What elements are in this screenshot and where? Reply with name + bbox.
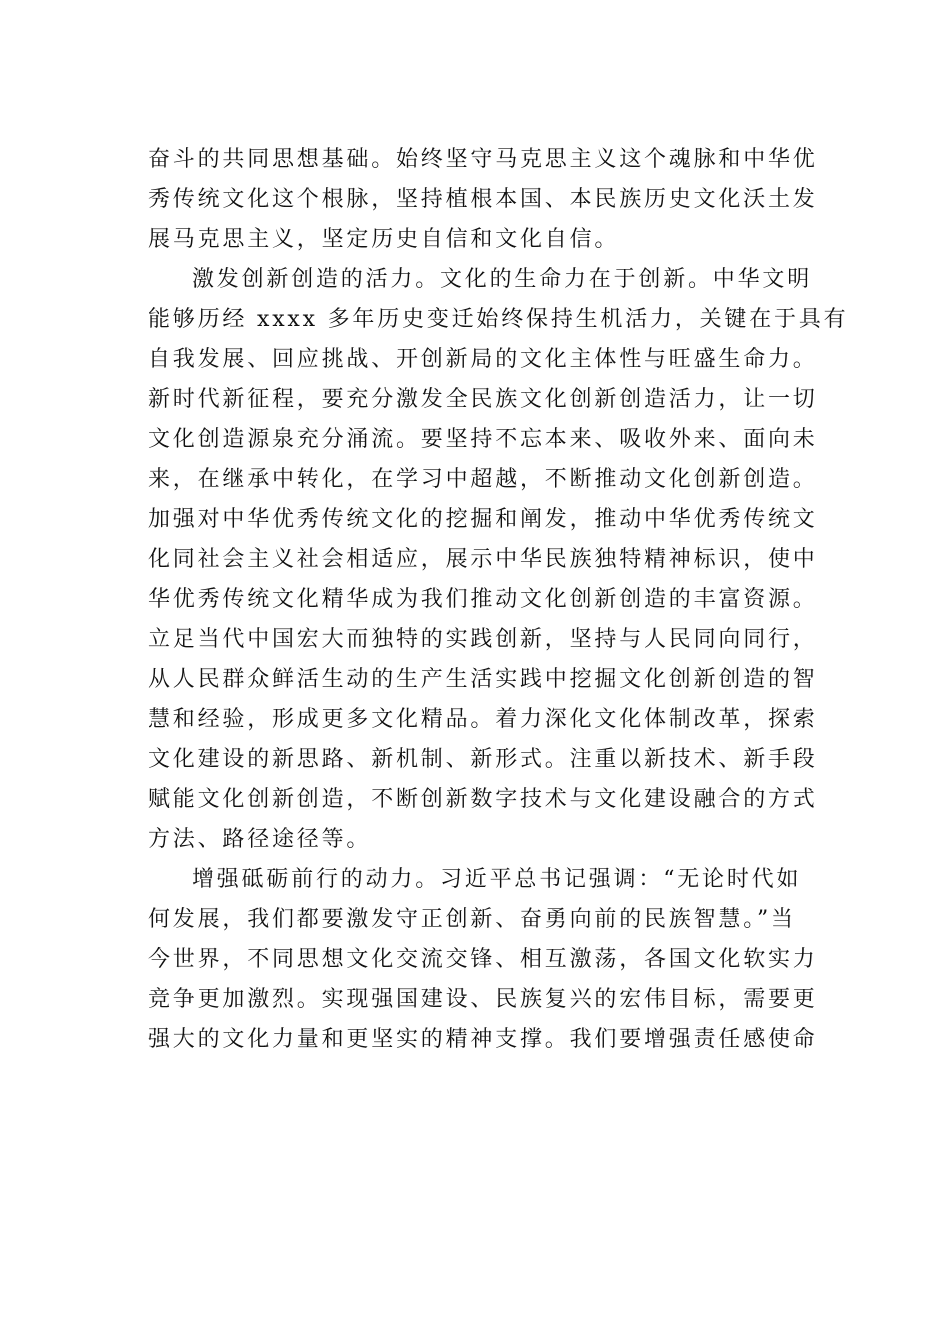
text-line: 方法、路径途径等。 — [148, 827, 372, 852]
text-line: 激发创新创造的活力。文化的生命力在于创新。中华文明 — [192, 267, 813, 292]
text-line: 强大的文化力量和更坚实的精神支撑。我们要增强责任感使命 — [148, 1027, 818, 1052]
text-line: 今世界，不同思想文化交流交锋、相互激荡，各国文化软实力 — [148, 947, 818, 972]
paragraph-1 — [148, 140, 828, 260]
text-line: 增强砥砺前行的动力。习近平总书记强调：“无论时代如 — [192, 867, 802, 892]
text-line: 立足当代中国宏大而独特的实践创新，坚持与人民同向同行， — [148, 627, 818, 652]
text-line: 能够历经 xxxx 多年历史变迁始终保持生机活力，关键在于具有 — [148, 307, 849, 332]
text-line: 加强对中华优秀传统文化的挖掘和阐发，推动中华优秀传统文 — [148, 507, 818, 532]
text-line: 秀传统文化这个根脉，坚持植根本国、本民族历史文化沃土发 — [148, 187, 818, 212]
text-line: 自我发展、回应挑战、开创新局的文化主体性与旺盛生命力。 — [148, 347, 818, 372]
text-line: 竞争更加激烈。实现强国建设、民族复兴的宏伟目标，需要更 — [148, 987, 818, 1012]
document-body — [148, 140, 849, 1060]
text-line: 新时代新征程，要充分激发全民族文化创新创造活力，让一切 — [148, 387, 818, 412]
text-line: 华优秀传统文化精华成为我们推动文化创新创造的丰富资源。 — [148, 587, 818, 612]
text-line: 从人民群众鲜活生动的生产生活实践中挖掘文化创新创造的智 — [148, 667, 818, 692]
text-line: 何发展，我们都要激发守正创新、奋勇向前的民族智慧。”当 — [148, 907, 796, 932]
paragraph-3 — [148, 860, 828, 1060]
text-line: 奋斗的共同思想基础。始终坚守马克思主义这个魂脉和中华优 — [148, 147, 818, 172]
text-line: 化同社会主义社会相适应，展示中华民族独特精神标识，使中 — [148, 547, 818, 572]
text-line: 赋能文化创新创造，不断创新数字技术与文化建设融合的方式 — [148, 787, 818, 812]
text-line: 来，在继承中转化，在学习中超越，不断推动文化创新创造。 — [148, 467, 818, 492]
text-line: 文化建设的新思路、新机制、新形式。注重以新技术、新手段 — [148, 747, 818, 772]
text-line: 慧和经验，形成更多文化精品。着力深化文化体制改革，探索 — [148, 707, 818, 732]
text-line: 文化创造源泉充分涌流。要坚持不忘本来、吸收外来、面向未 — [148, 427, 818, 452]
text-line: 展马克思主义，坚定历史自信和文化自信。 — [148, 227, 620, 252]
paragraph-2 — [148, 260, 849, 860]
